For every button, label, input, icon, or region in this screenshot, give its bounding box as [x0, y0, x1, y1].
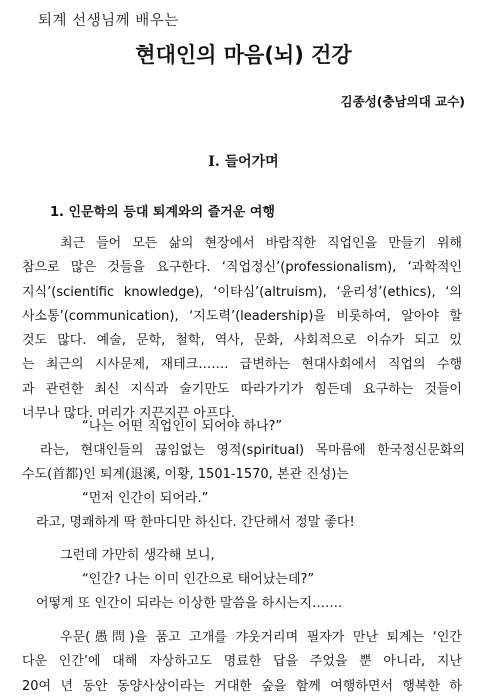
quote-line: 수도(首都)인 퇴계(退溪, 이황, 1501-1570, 본관 진성)는	[22, 467, 349, 482]
paragraph-line: 과 관련한 최신 지식과 술기만도 따라가기가 힘든데 요구하는 것들이	[22, 381, 462, 397]
paragraph-line: 너무나 많다. 머리가 지끈지끈 아프다.	[22, 406, 236, 422]
paragraph-line: 사소통’(communication), ‘지도력’(leadership)을 비롯하여, 알아야 할	[22, 308, 462, 324]
quote-line: 라고, 명쾌하게 딱 한마디만 하신다. 간단해서 정말 좋다!	[36, 515, 355, 530]
paragraph-line: 는 최근의 시사문제, 재테크……. 급변하는 현대사회에서 직업의 수행	[22, 357, 462, 373]
body-paragraph-2	[22, 626, 462, 699]
quote-line: 라는, 현대인들의 끊임없는 영적(spiritual) 목마름에 한국정신문화의	[40, 443, 465, 458]
subsection-heading: 1. 인문학의 등대 퇴계와의 즐거운 여행	[50, 205, 275, 220]
quote-line: 그런데 가만히 생각해 보니,	[60, 548, 215, 563]
paragraph-line: 20여 년 동안 동양사상이라는 거대한 숲을 함께 여행하면서 행복한 하	[22, 678, 462, 694]
quote-line: “인간? 나는 이미 인간으로 태어났는데?”	[82, 572, 315, 587]
paragraph-line: 것도 많다. 예술, 문학, 철학, 역사, 문화, 사회적으로 이슈가 되고 있	[22, 333, 462, 349]
document-title: 현대인의 마음(뇌) 건강	[135, 43, 352, 67]
paragraph-line: 다운 인간’에 대해 자상하고도 명료한 답을 주었을 뿐 아니라, 지난	[22, 654, 462, 670]
paragraph-line: 우문(愚問)을 품고 고개를 갸웃거리며 필자가 만난 퇴계는 ‘인간	[60, 630, 462, 645]
quote-line: “먼저 인간이 되어라.”	[82, 491, 209, 506]
body-paragraph-1	[22, 232, 462, 426]
quote-line: 어떻게 또 인간이 되라는 이상한 말씀을 하시는지…….	[36, 596, 343, 611]
paragraph-line: 지식’(scientific knowledge), ‘이타심’(altruism), ‘윤리성’(ethics), ‘의	[22, 284, 462, 300]
section-heading: I. 들어가며	[208, 154, 279, 170]
quote-line: “나는 어떤 직업인이 되어야 하나?”	[82, 419, 283, 434]
author-credit: 김종성(충남의대 교수)	[340, 94, 465, 109]
document-subtitle: 퇴계 선생님께 배우는	[38, 13, 179, 29]
paragraph-line: 최근 들어 모든 삶의 현장에서 바람직한 직업인을 만들기 위해	[60, 236, 462, 251]
paragraph-line: 참으로 많은 것들을 요구한다. ‘직업정신’(professionalism), ‘과학적인	[22, 260, 462, 276]
